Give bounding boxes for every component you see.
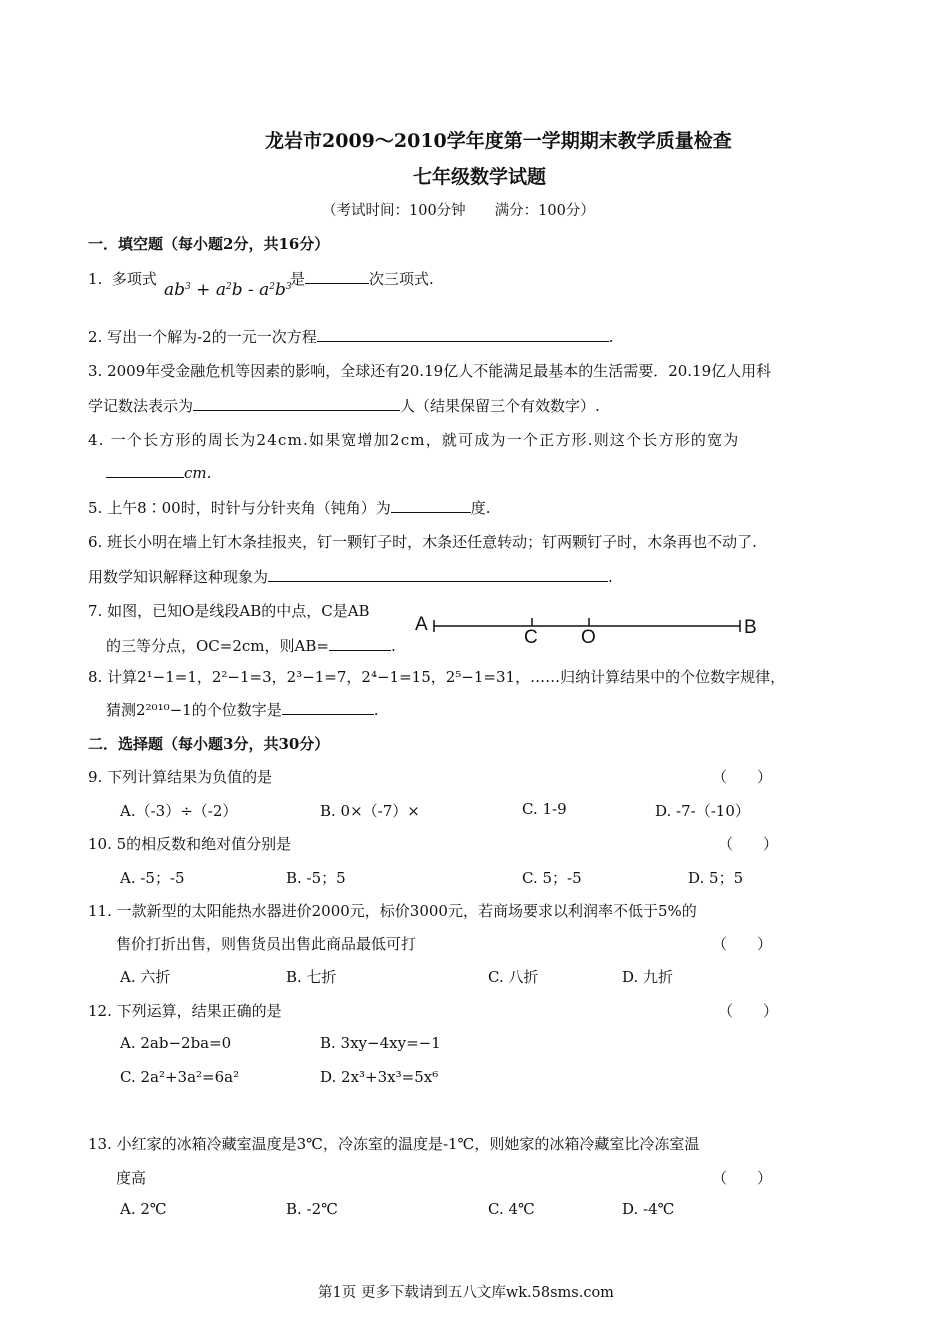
- q10-answer-paren[interactable]: （ ）: [718, 835, 779, 853]
- question-7-line-1: 7. 如图，已知O是线段AB的中点，C是AB: [88, 602, 370, 620]
- question-10-stem: 10. 5的相反数和绝对值分别是: [88, 835, 292, 853]
- question-8-line-2: [106, 699, 379, 720]
- question-9-stem: 9. 下列计算结果为负值的是: [88, 768, 273, 786]
- label-a: A: [415, 614, 428, 635]
- q9-answer-paren[interactable]: （ ）: [712, 768, 773, 786]
- exam-title: 龙岩市2009～2010学年度第一学期期末教学质量检查: [265, 130, 732, 152]
- q6-pre: 用数学知识解释这种现象为: [88, 568, 269, 586]
- q12-option-c[interactable]: C. 2a²+3a²=6a²: [120, 1068, 240, 1086]
- question-6-line-2: [88, 566, 613, 587]
- q3-post: 人（结果保留三个有效数字）.: [400, 397, 600, 415]
- q1-after: 是: [290, 270, 306, 288]
- q11-answer-paren[interactable]: （ ）: [712, 935, 773, 953]
- q12-option-a[interactable]: A. 2ab−2ba=0: [120, 1034, 232, 1052]
- q6-blank[interactable]: [268, 567, 608, 582]
- q8-blank[interactable]: [282, 700, 374, 715]
- q11-option-b[interactable]: B. 七折: [286, 968, 337, 986]
- q8-post: .: [373, 701, 379, 719]
- q1-post: 次三项式.: [369, 270, 434, 288]
- q1-polynomial: $ab^3 + a^2b - a^2b^3$: [164, 280, 292, 300]
- q13-option-a[interactable]: A. 2℃: [120, 1200, 167, 1218]
- section-heading-fill-in: 一．填空题（每小题2分，共16分）: [88, 235, 330, 253]
- question-1: [88, 268, 157, 289]
- q1-number: 1.: [88, 270, 103, 288]
- exam-info: （考试时间：100分钟 满分：100分）: [322, 203, 595, 219]
- q9-option-d[interactable]: D. -7-（-10）: [655, 802, 750, 820]
- q5-post: 度.: [470, 499, 491, 517]
- q10-option-c[interactable]: C. 5；-5: [522, 869, 582, 887]
- q2-text: 2. 写出一个解为-2的一元一次方程: [88, 328, 317, 346]
- q1-pre: 多项式: [111, 270, 157, 288]
- q13-option-d[interactable]: D. -4℃: [622, 1200, 675, 1218]
- q9-option-b[interactable]: B. 0×（-7）×: [320, 802, 420, 820]
- question-5: [88, 497, 491, 518]
- q13-option-b[interactable]: B. -2℃: [286, 1200, 338, 1218]
- q6-post: .: [608, 568, 613, 586]
- q4-unit: cm.: [184, 464, 212, 482]
- q4-blank[interactable]: [106, 463, 184, 478]
- question-11-line-2: 售价打折出售，则售货员出售此商品最低可打: [116, 935, 417, 953]
- question-3-line-2: [88, 395, 600, 416]
- q8-pre: 猜测2²⁰¹⁰−1的个位数字是: [106, 701, 282, 719]
- question-13-line-1: 13. 小红家的冰箱冷藏室温度是3℃，冷冻室的温度是-1℃，则她家的冰箱冷藏室比冷冻室温: [88, 1135, 700, 1153]
- q7-pre: 的三等分点，OC=2cm，则AB=: [106, 637, 329, 655]
- q13-answer-paren[interactable]: （ ）: [712, 1169, 773, 1187]
- q13-option-c[interactable]: C. 4℃: [488, 1200, 535, 1218]
- q2-blank[interactable]: [317, 327, 609, 342]
- question-2: [88, 326, 613, 347]
- q1-blank[interactable]: [305, 269, 369, 284]
- q11-option-a[interactable]: A. 六折: [120, 968, 171, 986]
- question-3-line-1: 3. 2009年受金融危机等因素的影响，全球还有20.19亿人不能满足最基本的生活需要．20.19亿人用科: [88, 362, 772, 380]
- q11-option-c[interactable]: C. 八折: [488, 968, 539, 986]
- question-12-stem: 12. 下列运算，结果正确的是: [88, 1002, 282, 1020]
- q1-tail: [290, 268, 434, 289]
- q3-blank[interactable]: [193, 396, 400, 411]
- q10-option-b[interactable]: B. -5；5: [286, 869, 346, 887]
- q7-post: .: [390, 637, 396, 655]
- q11-option-d[interactable]: D. 九折: [622, 968, 674, 986]
- question-11-line-1: 11. 一款新型的太阳能热水器进价2000元，标价3000元，若商场要求以利润率不低于5%的: [88, 902, 697, 920]
- q12-answer-paren[interactable]: （ ）: [718, 1002, 779, 1020]
- q10-option-a[interactable]: A. -5；-5: [120, 869, 185, 887]
- label-o: O: [581, 627, 596, 648]
- q10-option-d[interactable]: D. 5；5: [688, 869, 744, 887]
- label-c: C: [524, 627, 538, 648]
- question-6-line-1: 6. 班长小明在墙上钉木条挂报夹，钉一颗钉子时，木条还任意转动；钉两颗钉子时，木条再也不动了.: [88, 533, 757, 551]
- q12-option-d[interactable]: D. 2x³+3x³=5x⁶: [320, 1068, 439, 1086]
- question-13-line-2: 度高: [116, 1169, 147, 1187]
- label-b: B: [744, 617, 757, 638]
- q5-pre: 5. 上午8∶00时，时针与分针夹角（钝角）为: [88, 499, 391, 517]
- question-4-line-1: 4. 一个长方形的周长为24cm.如果宽增加2cm，就可成为一个正方形.则这个长方形的宽为: [88, 431, 740, 449]
- q5-blank[interactable]: [391, 498, 471, 513]
- q7-blank[interactable]: [329, 636, 391, 651]
- question-7-line-2: [106, 635, 396, 656]
- section-heading-choice: 二．选择题（每小题3分，共30分）: [88, 735, 330, 753]
- q9-option-a[interactable]: A.（-3）÷（-2）: [120, 802, 238, 820]
- q9-option-c[interactable]: C. 1-9: [522, 800, 567, 818]
- q12-option-b[interactable]: B. 3xy−4xy=−1: [320, 1034, 441, 1052]
- exam-subtitle: 七年级数学试题: [413, 166, 547, 188]
- page-footer: 第1页 更多下载请到五八文库wk.58sms.com: [318, 1285, 614, 1301]
- question-8-line-1: 8. 计算2¹−1=1，2²−1=3，2³−1=7，2⁴−1=15，2⁵−1=31，……归纳计算结果中的个位数字规律，: [88, 668, 786, 686]
- q2-end: .: [608, 328, 614, 346]
- question-4-line-2: [106, 463, 211, 482]
- q3-pre: 学记数法表示为: [88, 397, 194, 415]
